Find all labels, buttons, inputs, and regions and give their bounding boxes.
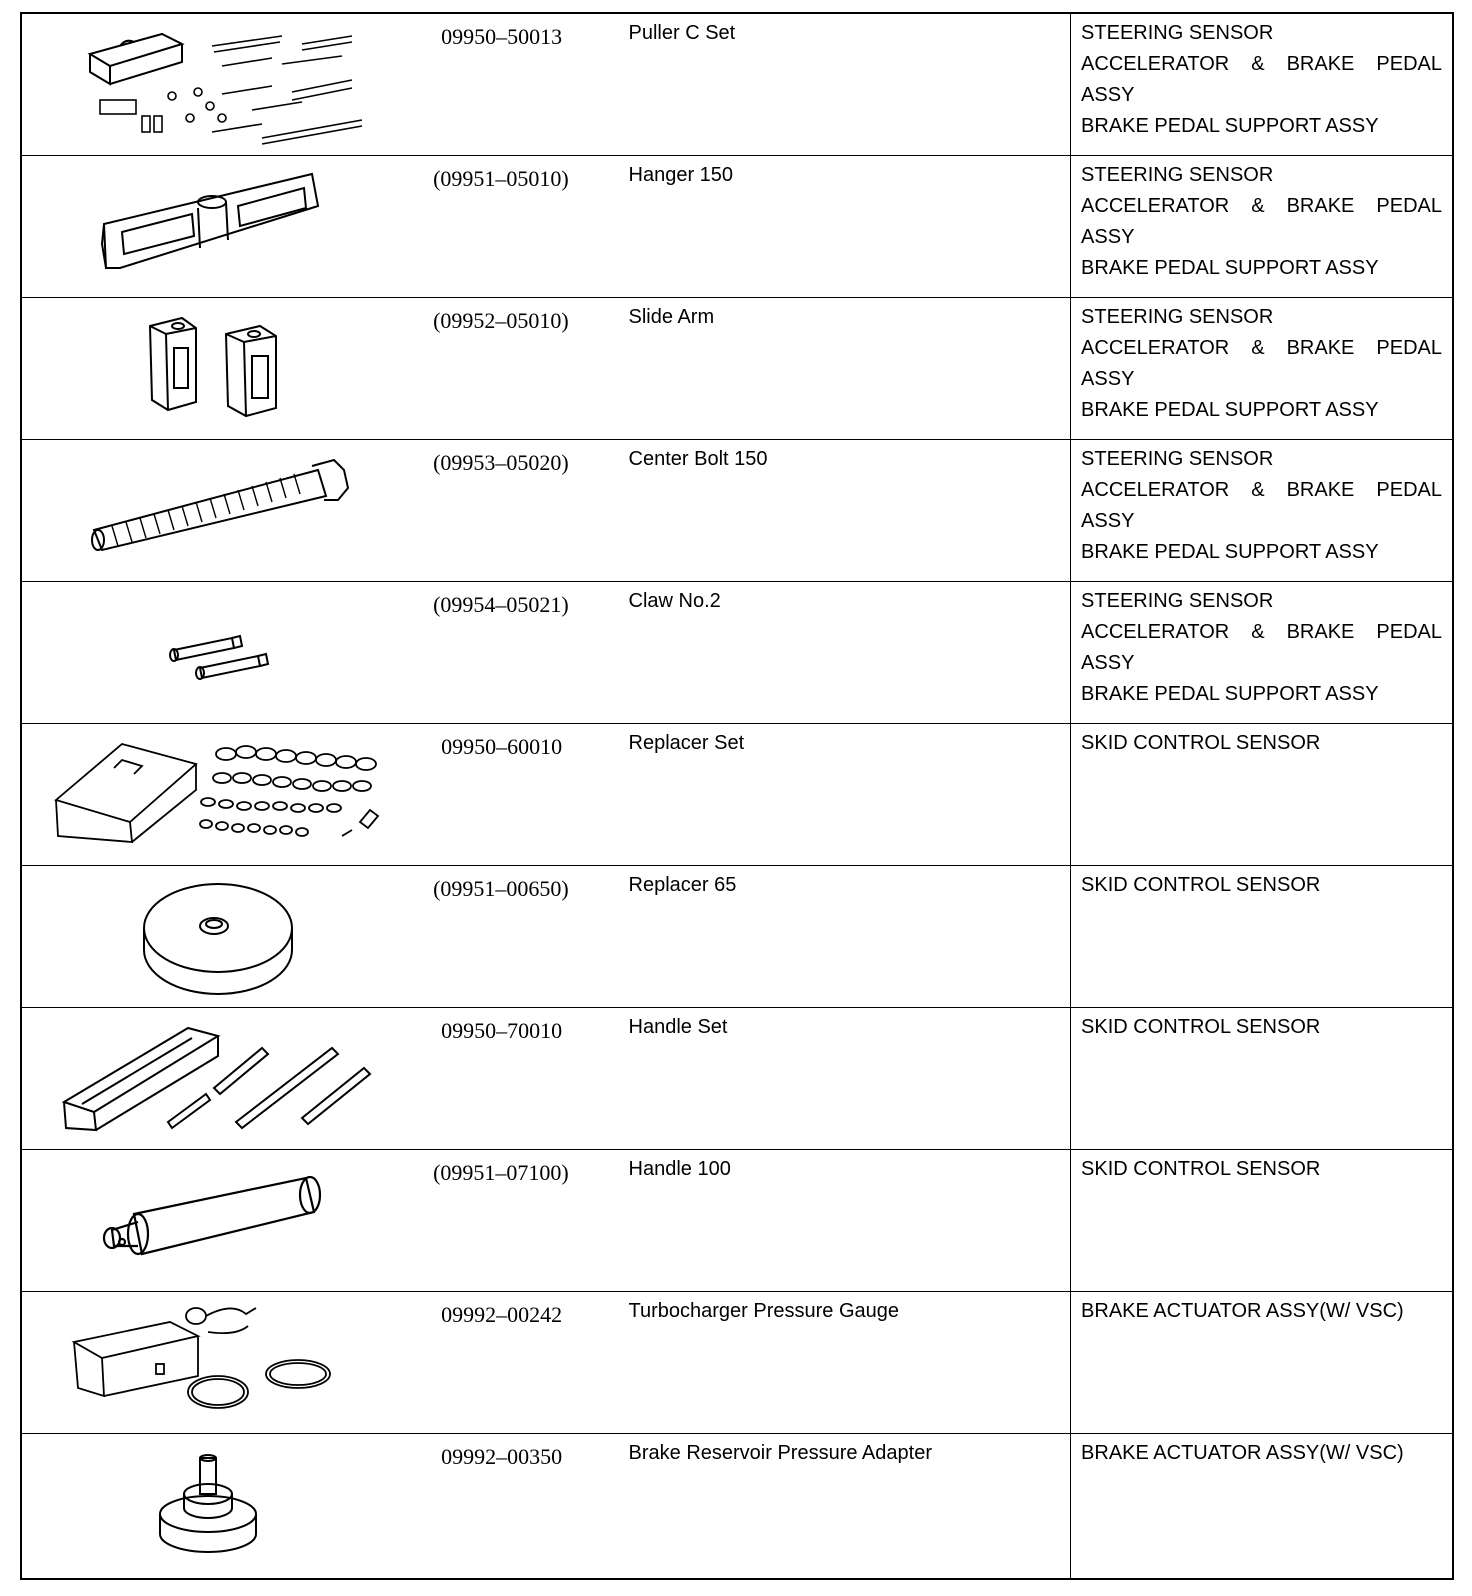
- handle-icon: [22, 1150, 423, 1291]
- part-name: Brake Reservoir Pressure Adapter: [628, 1442, 932, 1464]
- table-row: [21, 440, 1453, 582]
- replacer-set-icon: [22, 724, 423, 865]
- usage-area-line: ACCELERATOR & BRAKE PEDAL: [1081, 621, 1442, 643]
- usage-area-line: ASSY: [1081, 510, 1135, 532]
- usage-area-line: STEERING SENSOR: [1081, 164, 1274, 186]
- part-number: 09950–70010: [441, 1018, 563, 1043]
- usage-area: [1071, 1150, 1452, 1185]
- usage-area: [1071, 866, 1452, 901]
- part-name: Slide Arm: [628, 306, 715, 328]
- usage-area-line: BRAKE PEDAL SUPPORT ASSY: [1081, 541, 1379, 563]
- usage-area: [1071, 1008, 1452, 1043]
- table-row: [21, 1434, 1453, 1580]
- usage-area-line: ACCELERATOR & BRAKE PEDAL: [1081, 479, 1442, 501]
- pressure-gauge-icon: [22, 1292, 423, 1433]
- slide-arm-icon: [22, 298, 423, 439]
- usage-area-line: ACCELERATOR & BRAKE PEDAL: [1081, 195, 1442, 217]
- usage-area-line: STEERING SENSOR: [1081, 306, 1274, 328]
- part-name: Replacer Set: [628, 732, 745, 754]
- part-number: 09992–00242: [441, 1302, 563, 1327]
- usage-area: [1071, 582, 1452, 710]
- table-row: [21, 582, 1453, 724]
- usage-area: [1071, 440, 1452, 568]
- replacer-disc-icon: [22, 866, 423, 1007]
- table-row: [21, 298, 1453, 440]
- usage-area: [1071, 724, 1452, 759]
- usage-area: [1071, 156, 1452, 284]
- usage-area-line: BRAKE PEDAL SUPPORT ASSY: [1081, 115, 1379, 137]
- part-name: Turbocharger Pressure Gauge: [628, 1300, 900, 1322]
- part-number: (09953–05020): [433, 450, 569, 475]
- usage-area: [1071, 298, 1452, 426]
- table-row: [21, 13, 1453, 156]
- center-bolt-icon: [22, 440, 423, 581]
- usage-area-line: STEERING SENSOR: [1081, 448, 1274, 470]
- table-row: [21, 156, 1453, 298]
- usage-area-line: BRAKE ACTUATOR ASSY(W/ VSC): [1081, 1442, 1404, 1464]
- usage-area-line: BRAKE PEDAL SUPPORT ASSY: [1081, 683, 1379, 705]
- part-name: Puller C Set: [628, 22, 736, 44]
- pressure-adapter-icon: [22, 1434, 423, 1578]
- part-number: 09950–60010: [441, 734, 563, 759]
- table-row: [21, 866, 1453, 1008]
- usage-area-line: ASSY: [1081, 226, 1135, 248]
- usage-area: [1071, 1292, 1452, 1327]
- hanger-icon: [22, 156, 423, 297]
- usage-area-line: SKID CONTROL SENSOR: [1081, 1158, 1321, 1180]
- part-number: (09951–00650): [433, 876, 569, 901]
- tool-illustration-cell: [21, 13, 423, 156]
- usage-area-line: BRAKE ACTUATOR ASSY(W/ VSC): [1081, 1300, 1404, 1322]
- handle-set-icon: [22, 1008, 423, 1149]
- puller-c-set-icon: [22, 14, 423, 155]
- usage-area-line: SKID CONTROL SENSOR: [1081, 1016, 1321, 1038]
- table-row: [21, 724, 1453, 866]
- part-number: (09952–05010): [433, 308, 569, 333]
- part-number: (09951–05010): [433, 166, 569, 191]
- claw-icon: [22, 582, 423, 723]
- part-name: Hanger 150: [628, 164, 734, 186]
- part-number: (09951–07100): [433, 1160, 569, 1185]
- usage-area: [1071, 1434, 1452, 1469]
- usage-area-line: ACCELERATOR & BRAKE PEDAL: [1081, 53, 1442, 75]
- part-name: Replacer 65: [628, 874, 737, 896]
- part-name: Handle Set: [628, 1016, 728, 1038]
- usage-area-line: STEERING SENSOR: [1081, 22, 1274, 44]
- usage-area-line: ACCELERATOR & BRAKE PEDAL: [1081, 337, 1442, 359]
- usage-area: [1071, 14, 1452, 142]
- usage-area-line: SKID CONTROL SENSOR: [1081, 874, 1321, 896]
- usage-area-line: BRAKE PEDAL SUPPORT ASSY: [1081, 399, 1379, 421]
- table-row: [21, 1150, 1453, 1292]
- usage-area-line: ASSY: [1081, 368, 1135, 390]
- table-row: [21, 1292, 1453, 1434]
- part-name: Handle 100: [628, 1158, 731, 1180]
- part-number: 09992–00350: [441, 1444, 563, 1469]
- usage-area-line: ASSY: [1081, 652, 1135, 674]
- part-number: (09954–05021): [433, 592, 569, 617]
- part-number: 09950–50013: [441, 24, 563, 49]
- table-row: [21, 1008, 1453, 1150]
- usage-area-line: ASSY: [1081, 84, 1135, 106]
- part-name: Center Bolt 150: [628, 448, 768, 470]
- usage-area-line: BRAKE PEDAL SUPPORT ASSY: [1081, 257, 1379, 279]
- part-name: Claw No.2: [628, 590, 721, 612]
- usage-area-line: SKID CONTROL SENSOR: [1081, 732, 1321, 754]
- special-service-tools-table: [20, 12, 1454, 1580]
- usage-area-line: STEERING SENSOR: [1081, 590, 1274, 612]
